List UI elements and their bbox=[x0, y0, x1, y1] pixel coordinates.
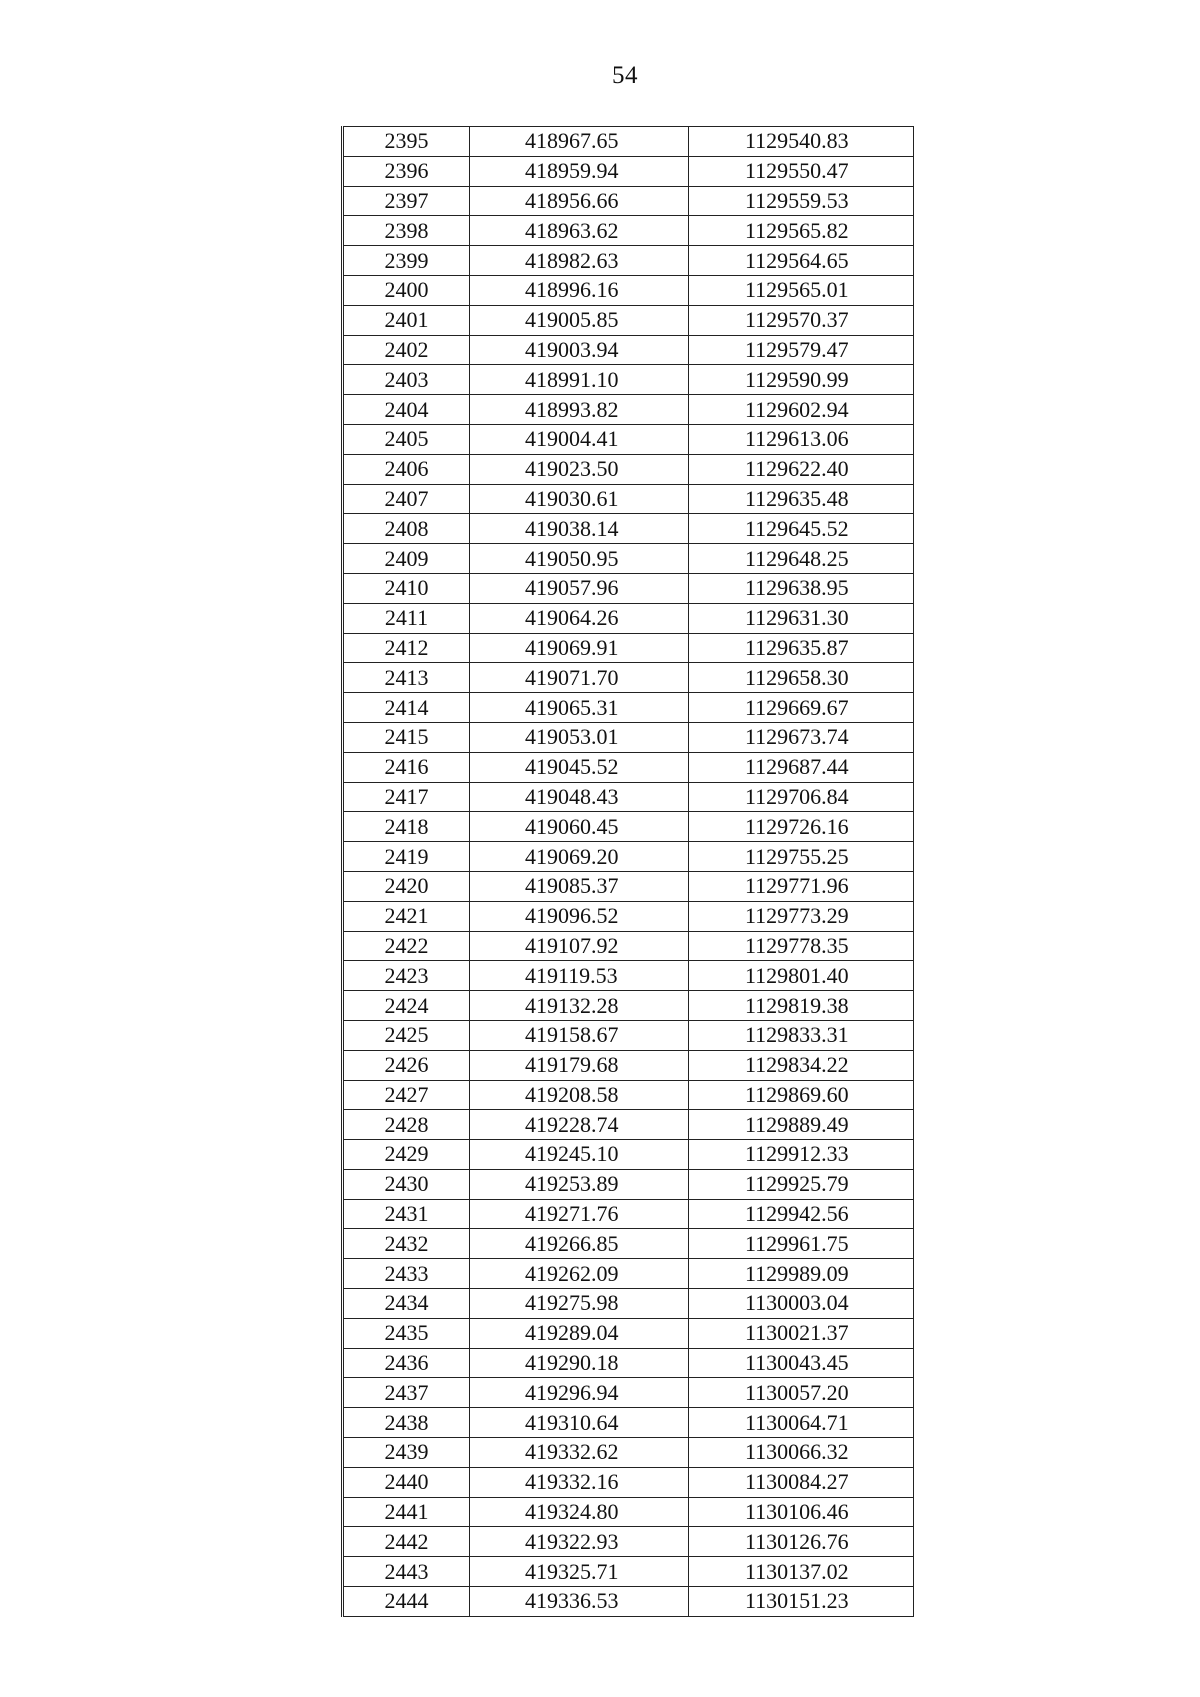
table-row bbox=[343, 246, 914, 276]
y-coordinate-cell: 1129658.30 bbox=[689, 663, 914, 693]
y-coordinate-cell: 1129771.96 bbox=[689, 871, 914, 901]
point-number-cell: 2439 bbox=[343, 1438, 470, 1468]
table-row bbox=[343, 961, 914, 991]
y-coordinate-cell: 1129673.74 bbox=[689, 722, 914, 752]
table-row bbox=[343, 1348, 914, 1378]
y-coordinate-cell: 1129834.22 bbox=[689, 1050, 914, 1080]
point-number-cell: 2418 bbox=[343, 812, 470, 842]
table-row bbox=[343, 1378, 914, 1408]
y-coordinate-cell: 1129925.79 bbox=[689, 1169, 914, 1199]
table-row bbox=[343, 1557, 914, 1587]
table-row bbox=[343, 216, 914, 246]
x-coordinate-cell: 419096.52 bbox=[470, 901, 689, 931]
y-coordinate-cell: 1130151.23 bbox=[689, 1587, 914, 1617]
table-row bbox=[343, 1467, 914, 1497]
table-row bbox=[343, 424, 914, 454]
table-row bbox=[343, 1527, 914, 1557]
x-coordinate-cell: 419266.85 bbox=[470, 1229, 689, 1259]
x-coordinate-cell: 419158.67 bbox=[470, 1020, 689, 1050]
table-row bbox=[343, 365, 914, 395]
table-row bbox=[343, 1140, 914, 1170]
y-coordinate-cell: 1130064.71 bbox=[689, 1408, 914, 1438]
y-coordinate-cell: 1129590.99 bbox=[689, 365, 914, 395]
table-row bbox=[343, 842, 914, 872]
x-coordinate-cell: 419064.26 bbox=[470, 603, 689, 633]
table-row bbox=[343, 693, 914, 723]
point-number-cell: 2441 bbox=[343, 1497, 470, 1527]
point-number-cell: 2403 bbox=[343, 365, 470, 395]
table-row bbox=[343, 1438, 914, 1468]
point-number-cell: 2398 bbox=[343, 216, 470, 246]
table-row bbox=[343, 782, 914, 812]
y-coordinate-cell: 1130137.02 bbox=[689, 1557, 914, 1587]
y-coordinate-cell: 1129706.84 bbox=[689, 782, 914, 812]
table-row bbox=[343, 305, 914, 335]
coordinates-table bbox=[341, 126, 914, 1617]
x-coordinate-cell: 419289.04 bbox=[470, 1318, 689, 1348]
x-coordinate-cell: 419069.91 bbox=[470, 633, 689, 663]
x-coordinate-cell: 419325.71 bbox=[470, 1557, 689, 1587]
x-coordinate-cell: 419332.16 bbox=[470, 1467, 689, 1497]
y-coordinate-cell: 1129622.40 bbox=[689, 454, 914, 484]
point-number-cell: 2409 bbox=[343, 544, 470, 574]
point-number-cell: 2401 bbox=[343, 305, 470, 335]
point-number-cell: 2397 bbox=[343, 186, 470, 216]
y-coordinate-cell: 1129912.33 bbox=[689, 1140, 914, 1170]
y-coordinate-cell: 1129631.30 bbox=[689, 603, 914, 633]
y-coordinate-cell: 1129613.06 bbox=[689, 424, 914, 454]
point-number-cell: 2429 bbox=[343, 1140, 470, 1170]
y-coordinate-cell: 1129648.25 bbox=[689, 544, 914, 574]
point-number-cell: 2436 bbox=[343, 1348, 470, 1378]
x-coordinate-cell: 419336.53 bbox=[470, 1587, 689, 1617]
x-coordinate-cell: 419296.94 bbox=[470, 1378, 689, 1408]
point-number-cell: 2434 bbox=[343, 1289, 470, 1319]
table-row bbox=[343, 1318, 914, 1348]
x-coordinate-cell: 419324.80 bbox=[470, 1497, 689, 1527]
table-row bbox=[343, 127, 914, 157]
y-coordinate-cell: 1129773.29 bbox=[689, 901, 914, 931]
point-number-cell: 2421 bbox=[343, 901, 470, 931]
x-coordinate-cell: 419275.98 bbox=[470, 1289, 689, 1319]
point-number-cell: 2396 bbox=[343, 156, 470, 186]
x-coordinate-cell: 419290.18 bbox=[470, 1348, 689, 1378]
x-coordinate-cell: 418991.10 bbox=[470, 365, 689, 395]
x-coordinate-cell: 419107.92 bbox=[470, 931, 689, 961]
point-number-cell: 2437 bbox=[343, 1378, 470, 1408]
x-coordinate-cell: 419271.76 bbox=[470, 1199, 689, 1229]
point-number-cell: 2442 bbox=[343, 1527, 470, 1557]
y-coordinate-cell: 1129833.31 bbox=[689, 1020, 914, 1050]
table-row bbox=[343, 1050, 914, 1080]
x-coordinate-cell: 419048.43 bbox=[470, 782, 689, 812]
y-coordinate-cell: 1129669.67 bbox=[689, 693, 914, 723]
point-number-cell: 2406 bbox=[343, 454, 470, 484]
x-coordinate-cell: 419179.68 bbox=[470, 1050, 689, 1080]
y-coordinate-cell: 1129989.09 bbox=[689, 1259, 914, 1289]
table-row bbox=[343, 901, 914, 931]
y-coordinate-cell: 1130126.76 bbox=[689, 1527, 914, 1557]
point-number-cell: 2412 bbox=[343, 633, 470, 663]
x-coordinate-cell: 419030.61 bbox=[470, 484, 689, 514]
x-coordinate-cell: 419050.95 bbox=[470, 544, 689, 574]
table-row bbox=[343, 812, 914, 842]
point-number-cell: 2422 bbox=[343, 931, 470, 961]
page-number: 54 bbox=[612, 62, 638, 89]
y-coordinate-cell: 1129755.25 bbox=[689, 842, 914, 872]
y-coordinate-cell: 1129687.44 bbox=[689, 752, 914, 782]
point-number-cell: 2425 bbox=[343, 1020, 470, 1050]
table-row bbox=[343, 156, 914, 186]
coordinates-table-body bbox=[343, 127, 914, 1617]
y-coordinate-cell: 1129602.94 bbox=[689, 395, 914, 425]
point-number-cell: 2426 bbox=[343, 1050, 470, 1080]
table-row bbox=[343, 186, 914, 216]
y-coordinate-cell: 1129819.38 bbox=[689, 991, 914, 1021]
x-coordinate-cell: 419085.37 bbox=[470, 871, 689, 901]
x-coordinate-cell: 418956.66 bbox=[470, 186, 689, 216]
table-row bbox=[343, 454, 914, 484]
y-coordinate-cell: 1129635.48 bbox=[689, 484, 914, 514]
y-coordinate-cell: 1129801.40 bbox=[689, 961, 914, 991]
x-coordinate-cell: 419023.50 bbox=[470, 454, 689, 484]
x-coordinate-cell: 419262.09 bbox=[470, 1259, 689, 1289]
x-coordinate-cell: 418963.62 bbox=[470, 216, 689, 246]
x-coordinate-cell: 419045.52 bbox=[470, 752, 689, 782]
x-coordinate-cell: 419310.64 bbox=[470, 1408, 689, 1438]
y-coordinate-cell: 1129961.75 bbox=[689, 1229, 914, 1259]
point-number-cell: 2395 bbox=[343, 127, 470, 157]
table-row bbox=[343, 752, 914, 782]
table-row bbox=[343, 991, 914, 1021]
table-row bbox=[343, 514, 914, 544]
x-coordinate-cell: 418967.65 bbox=[470, 127, 689, 157]
y-coordinate-cell: 1130106.46 bbox=[689, 1497, 914, 1527]
point-number-cell: 2407 bbox=[343, 484, 470, 514]
table-row bbox=[343, 335, 914, 365]
table-row bbox=[343, 871, 914, 901]
y-coordinate-cell: 1129564.65 bbox=[689, 246, 914, 276]
point-number-cell: 2433 bbox=[343, 1259, 470, 1289]
y-coordinate-cell: 1129570.37 bbox=[689, 305, 914, 335]
point-number-cell: 2413 bbox=[343, 663, 470, 693]
point-number-cell: 2443 bbox=[343, 1557, 470, 1587]
y-coordinate-cell: 1129889.49 bbox=[689, 1110, 914, 1140]
x-coordinate-cell: 419322.93 bbox=[470, 1527, 689, 1557]
point-number-cell: 2432 bbox=[343, 1229, 470, 1259]
table-row bbox=[343, 663, 914, 693]
table-row bbox=[343, 395, 914, 425]
x-coordinate-cell: 418996.16 bbox=[470, 275, 689, 305]
x-coordinate-cell: 418993.82 bbox=[470, 395, 689, 425]
table-row bbox=[343, 1080, 914, 1110]
y-coordinate-cell: 1129942.56 bbox=[689, 1199, 914, 1229]
y-coordinate-cell: 1130043.45 bbox=[689, 1348, 914, 1378]
table-row bbox=[343, 1587, 914, 1617]
x-coordinate-cell: 419004.41 bbox=[470, 424, 689, 454]
point-number-cell: 2410 bbox=[343, 573, 470, 603]
y-coordinate-cell: 1129638.95 bbox=[689, 573, 914, 603]
x-coordinate-cell: 419053.01 bbox=[470, 722, 689, 752]
table-row bbox=[343, 1199, 914, 1229]
table-row bbox=[343, 275, 914, 305]
x-coordinate-cell: 419071.70 bbox=[470, 663, 689, 693]
y-coordinate-cell: 1129778.35 bbox=[689, 931, 914, 961]
x-coordinate-cell: 419003.94 bbox=[470, 335, 689, 365]
y-coordinate-cell: 1129635.87 bbox=[689, 633, 914, 663]
table-row bbox=[343, 544, 914, 574]
point-number-cell: 2427 bbox=[343, 1080, 470, 1110]
point-number-cell: 2414 bbox=[343, 693, 470, 723]
x-coordinate-cell: 419332.62 bbox=[470, 1438, 689, 1468]
table-row bbox=[343, 1408, 914, 1438]
y-coordinate-cell: 1130003.04 bbox=[689, 1289, 914, 1319]
table-row bbox=[343, 1020, 914, 1050]
y-coordinate-cell: 1130084.27 bbox=[689, 1467, 914, 1497]
y-coordinate-cell: 1130066.32 bbox=[689, 1438, 914, 1468]
point-number-cell: 2435 bbox=[343, 1318, 470, 1348]
y-coordinate-cell: 1129559.53 bbox=[689, 186, 914, 216]
point-number-cell: 2420 bbox=[343, 871, 470, 901]
x-coordinate-cell: 419119.53 bbox=[470, 961, 689, 991]
x-coordinate-cell: 419228.74 bbox=[470, 1110, 689, 1140]
table-row bbox=[343, 1259, 914, 1289]
y-coordinate-cell: 1129565.01 bbox=[689, 275, 914, 305]
x-coordinate-cell: 419208.58 bbox=[470, 1080, 689, 1110]
x-coordinate-cell: 418982.63 bbox=[470, 246, 689, 276]
point-number-cell: 2402 bbox=[343, 335, 470, 365]
x-coordinate-cell: 419069.20 bbox=[470, 842, 689, 872]
table-row bbox=[343, 1169, 914, 1199]
point-number-cell: 2440 bbox=[343, 1467, 470, 1497]
y-coordinate-cell: 1129540.83 bbox=[689, 127, 914, 157]
y-coordinate-cell: 1129579.47 bbox=[689, 335, 914, 365]
table-row bbox=[343, 722, 914, 752]
x-coordinate-cell: 419132.28 bbox=[470, 991, 689, 1021]
point-number-cell: 2424 bbox=[343, 991, 470, 1021]
point-number-cell: 2430 bbox=[343, 1169, 470, 1199]
table-row bbox=[343, 484, 914, 514]
table-row bbox=[343, 573, 914, 603]
point-number-cell: 2416 bbox=[343, 752, 470, 782]
table-row bbox=[343, 1229, 914, 1259]
y-coordinate-cell: 1129645.52 bbox=[689, 514, 914, 544]
y-coordinate-cell: 1129726.16 bbox=[689, 812, 914, 842]
table-row bbox=[343, 633, 914, 663]
y-coordinate-cell: 1129869.60 bbox=[689, 1080, 914, 1110]
x-coordinate-cell: 419005.85 bbox=[470, 305, 689, 335]
x-coordinate-cell: 419038.14 bbox=[470, 514, 689, 544]
y-coordinate-cell: 1130021.37 bbox=[689, 1318, 914, 1348]
table-row bbox=[343, 1497, 914, 1527]
x-coordinate-cell: 419065.31 bbox=[470, 693, 689, 723]
x-coordinate-cell: 419253.89 bbox=[470, 1169, 689, 1199]
y-coordinate-cell: 1129565.82 bbox=[689, 216, 914, 246]
table-row bbox=[343, 1289, 914, 1319]
x-coordinate-cell: 419057.96 bbox=[470, 573, 689, 603]
table-row bbox=[343, 603, 914, 633]
point-number-cell: 2419 bbox=[343, 842, 470, 872]
point-number-cell: 2423 bbox=[343, 961, 470, 991]
point-number-cell: 2404 bbox=[343, 395, 470, 425]
y-coordinate-cell: 1129550.47 bbox=[689, 156, 914, 186]
point-number-cell: 2431 bbox=[343, 1199, 470, 1229]
x-coordinate-cell: 419060.45 bbox=[470, 812, 689, 842]
x-coordinate-cell: 419245.10 bbox=[470, 1140, 689, 1170]
point-number-cell: 2399 bbox=[343, 246, 470, 276]
point-number-cell: 2408 bbox=[343, 514, 470, 544]
point-number-cell: 2411 bbox=[343, 603, 470, 633]
point-number-cell: 2415 bbox=[343, 722, 470, 752]
x-coordinate-cell: 418959.94 bbox=[470, 156, 689, 186]
point-number-cell: 2417 bbox=[343, 782, 470, 812]
table-row bbox=[343, 1110, 914, 1140]
point-number-cell: 2428 bbox=[343, 1110, 470, 1140]
point-number-cell: 2405 bbox=[343, 424, 470, 454]
table-row bbox=[343, 931, 914, 961]
point-number-cell: 2444 bbox=[343, 1587, 470, 1617]
point-number-cell: 2400 bbox=[343, 275, 470, 305]
point-number-cell: 2438 bbox=[343, 1408, 470, 1438]
y-coordinate-cell: 1130057.20 bbox=[689, 1378, 914, 1408]
